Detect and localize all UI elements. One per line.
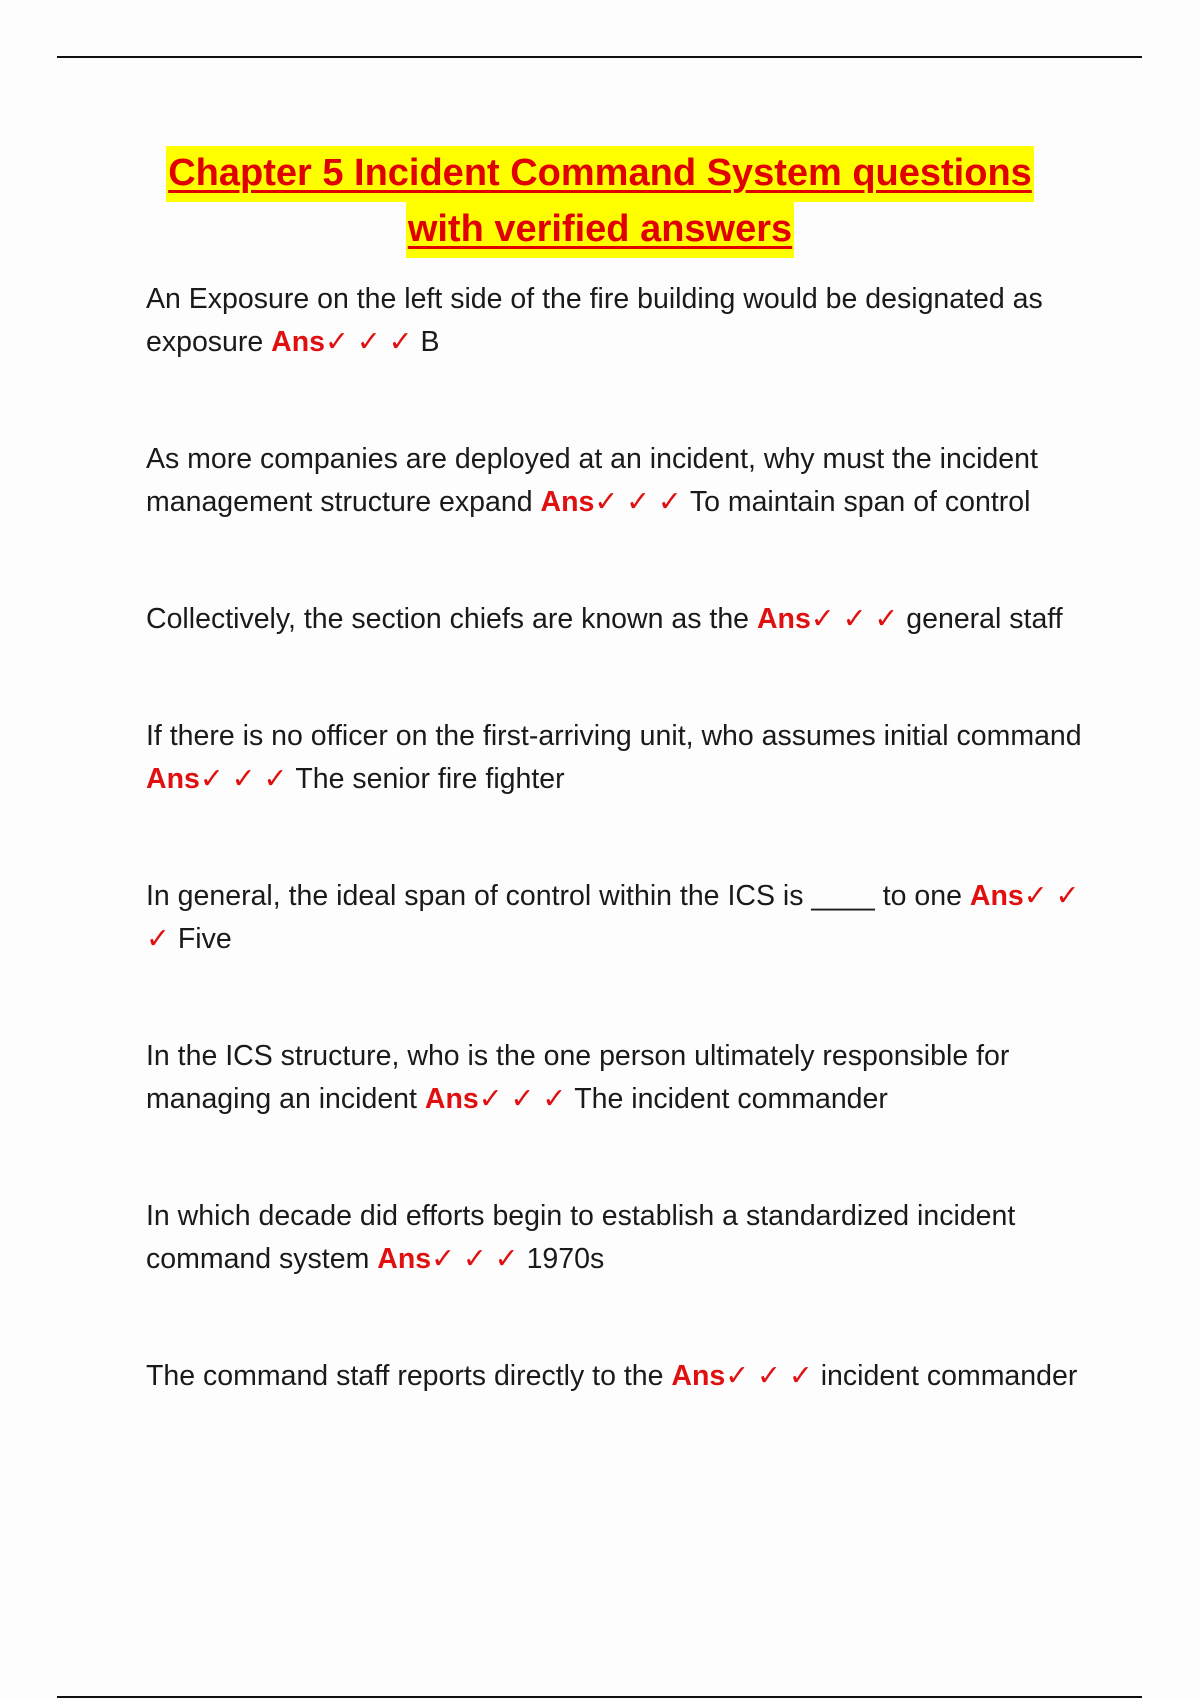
answer-label: Ans (671, 1360, 726, 1392)
bottom-rule (57, 1696, 1142, 1698)
question-text: Collectively, the section chiefs are known as the (146, 603, 750, 635)
question-text: In the ICS structure, who is the one person ultimately responsible for managing an incident (146, 1040, 1010, 1115)
qa-item (146, 278, 1086, 364)
check-marks-icon: ✓ ✓ ✓ (146, 880, 1080, 955)
qa-item (146, 438, 1086, 524)
check-marks-icon: ✓ ✓ ✓ (431, 1243, 519, 1275)
question-text: In general, the ideal span of control within the ICS is ____ to one (146, 880, 962, 912)
qa-item (146, 1035, 1086, 1121)
title-line-2: with verified answers (406, 202, 794, 258)
title-line-1: Chapter 5 Incident Command System questions (166, 146, 1034, 202)
question-text: In which decade did efforts begin to establish a standardized incident command system (146, 1200, 1016, 1275)
page-title (0, 146, 1200, 258)
answer-text: 1970s (526, 1243, 605, 1275)
check-marks-icon: ✓ ✓ ✓ (478, 1083, 567, 1115)
check-marks-icon: ✓ ✓ ✓ (810, 603, 899, 635)
qa-list (146, 278, 1086, 1472)
qa-item (146, 875, 1086, 961)
answer-text: incident commander (820, 1360, 1078, 1392)
answer-label: Ans (377, 1243, 432, 1275)
answer-text: To maintain span of control (689, 486, 1031, 518)
qa-item (146, 1195, 1086, 1281)
qa-item (146, 598, 1086, 641)
qa-item (146, 1355, 1086, 1398)
answer-text: B (420, 326, 440, 358)
qa-item (146, 715, 1086, 801)
answer-label: Ans (756, 603, 811, 635)
answer-label: Ans (424, 1083, 479, 1115)
answer-text: The incident commander (574, 1083, 888, 1115)
question-text: The command staff reports directly to the (146, 1360, 664, 1392)
answer-label: Ans (540, 486, 595, 518)
answer-text: Five (177, 923, 232, 955)
answer-label: Ans (146, 763, 200, 795)
question-text: If there is no officer on the first-arriving unit, who assumes initial command (146, 720, 1082, 752)
question-text: As more companies are deployed at an incident, why must the incident management structure expand (146, 443, 1038, 518)
check-marks-icon: ✓ ✓ ✓ (199, 763, 288, 795)
answer-label: Ans (271, 326, 326, 358)
answer-text: general staff (906, 603, 1063, 635)
question-text: An Exposure on the left side of the fire building would be designated as exposure (146, 283, 1043, 358)
check-marks-icon: ✓ ✓ ✓ (325, 326, 413, 358)
check-marks-icon: ✓ ✓ ✓ (725, 1360, 813, 1392)
top-rule (57, 56, 1142, 58)
check-marks-icon: ✓ ✓ ✓ (594, 486, 682, 518)
answer-label: Ans (969, 880, 1024, 912)
answer-text: The senior fire fighter (295, 763, 565, 795)
